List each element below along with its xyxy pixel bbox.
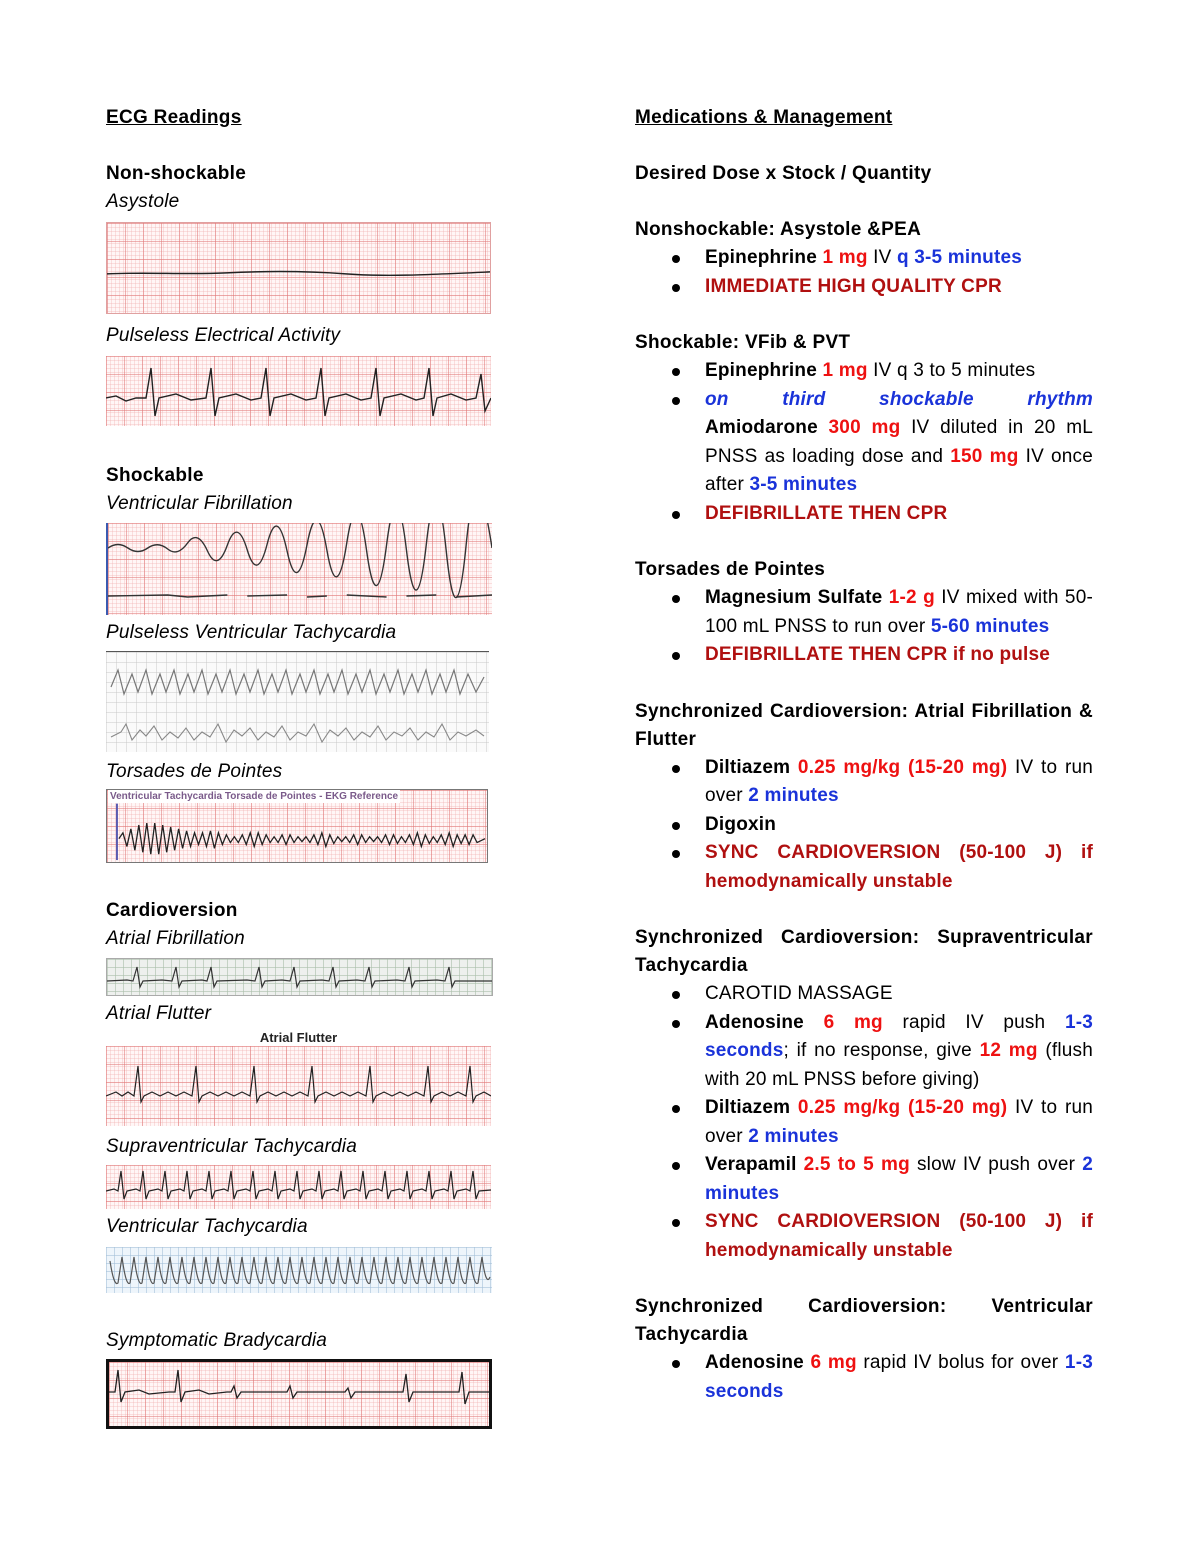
list-item: SYNC CARDIOVERSION (50-100 J) if hemodynamically unstable (705, 1208, 1093, 1265)
bradycardia-label: Symptomatic Bradycardia (106, 1330, 328, 1351)
section-vt-list (635, 1349, 1093, 1406)
list-item: Epinephrine 1 mg IV q 3 to 5 minutes (705, 357, 1093, 386)
ecg-readings-title: ECG Readings (106, 107, 242, 128)
list-item: Epinephrine 1 mg IV q 3-5 minutes (705, 244, 1093, 273)
non-shockable-heading: Non-shockable (106, 163, 247, 184)
pvt-strip (106, 651, 489, 752)
medications-column (635, 104, 1093, 1406)
section-svt-heading: Synchronized Cardioversion: Supraventricular Tachycardia (635, 927, 1093, 976)
list-item: Adenosine 6 mg rapid IV push 1-3 seconds; if no response, give 12 mg (flush with 20 mL PNSS before giving) (705, 1009, 1093, 1095)
bradycardia-strip (106, 1359, 492, 1429)
afib-strip (106, 958, 493, 996)
section-shockable-list (635, 357, 1093, 528)
section-torsades-heading: Torsades de Pointes (635, 559, 826, 580)
section-vt-heading: Synchronized Cardioversion: Ventricular Tachycardia (635, 1296, 1093, 1345)
svt-label: Supraventricular Tachycardia (106, 1136, 357, 1157)
pvt-label: Pulseless Ventricular Tachycardia (106, 622, 397, 643)
section-nonshockable-list (635, 244, 1093, 301)
list-item: Diltiazem 0.25 mg/kg (15-20 mg) IV to run over 2 minutes (705, 754, 1093, 811)
pea-strip (106, 356, 491, 426)
list-item: on third shockable rhythm Amiodarone 300 mg IV diluted in 20 mL PNSS as loading dose and 150 mg IV once after 3-5 minutes (705, 386, 1093, 500)
list-item: CAROTID MASSAGE (705, 980, 1093, 1009)
pea-label: Pulseless Electrical Activity (106, 325, 341, 346)
list-item: Verapamil 2.5 to 5 mg slow IV push over 2 minutes (705, 1151, 1093, 1208)
vfib-label: Ventricular Fibrillation (106, 493, 293, 514)
list-item: SYNC CARDIOVERSION (50-100 J) if hemodynamically unstable (705, 839, 1093, 896)
list-item: IMMEDIATE HIGH QUALITY CPR (705, 273, 1093, 302)
ecg-readings-column (106, 104, 506, 1429)
section-nonshockable-heading: Nonshockable: Asystole &PEA (635, 219, 922, 240)
afib-label: Atrial Fibrillation (106, 928, 245, 949)
cardioversion-heading: Cardioversion (106, 900, 238, 921)
aflutter-strip-caption: Atrial Flutter (259, 1030, 338, 1045)
torsades-strip (106, 789, 488, 863)
aflutter-label: Atrial Flutter (106, 1003, 212, 1024)
section-afib-list (635, 754, 1093, 897)
dose-formula: Desired Dose x Stock / Quantity (635, 163, 932, 184)
asystole-strip (106, 222, 491, 314)
list-item: DEFIBRILLATE THEN CPR (705, 500, 1093, 529)
section-torsades-list (635, 584, 1093, 670)
torsades-label: Torsades de Pointes (106, 761, 283, 782)
vt-label: Ventricular Tachycardia (106, 1216, 308, 1237)
list-item: Adenosine 6 mg rapid IV bolus for over 1-3 seconds (705, 1349, 1093, 1406)
svt-strip (106, 1165, 491, 1209)
torsades-strip-caption: Ventricular Tachycardia Torsade de Pointes - EKG Reference (110, 791, 399, 802)
list-item: Digoxin (705, 811, 1093, 840)
section-shockable-heading: Shockable: VFib & PVT (635, 332, 851, 353)
vt-strip (106, 1247, 492, 1293)
vfib-strip (106, 523, 492, 615)
aflutter-strip (106, 1030, 491, 1128)
section-afib-heading: Synchronized Cardioversion: Atrial Fibrillation & Flutter (635, 700, 1093, 750)
asystole-label: Asystole (106, 191, 180, 212)
list-item: Diltiazem 0.25 mg/kg (15-20 mg) IV to run over 2 minutes (705, 1094, 1093, 1151)
list-item: Magnesium Sulfate 1-2 g IV mixed with 50-100 mL PNSS to run over 5-60 minutes (705, 584, 1093, 641)
medications-title: Medications & Management (635, 107, 893, 128)
shockable-heading: Shockable (106, 465, 204, 486)
list-item: DEFIBRILLATE THEN CPR if no pulse (705, 641, 1093, 670)
section-svt-list (635, 980, 1093, 1265)
